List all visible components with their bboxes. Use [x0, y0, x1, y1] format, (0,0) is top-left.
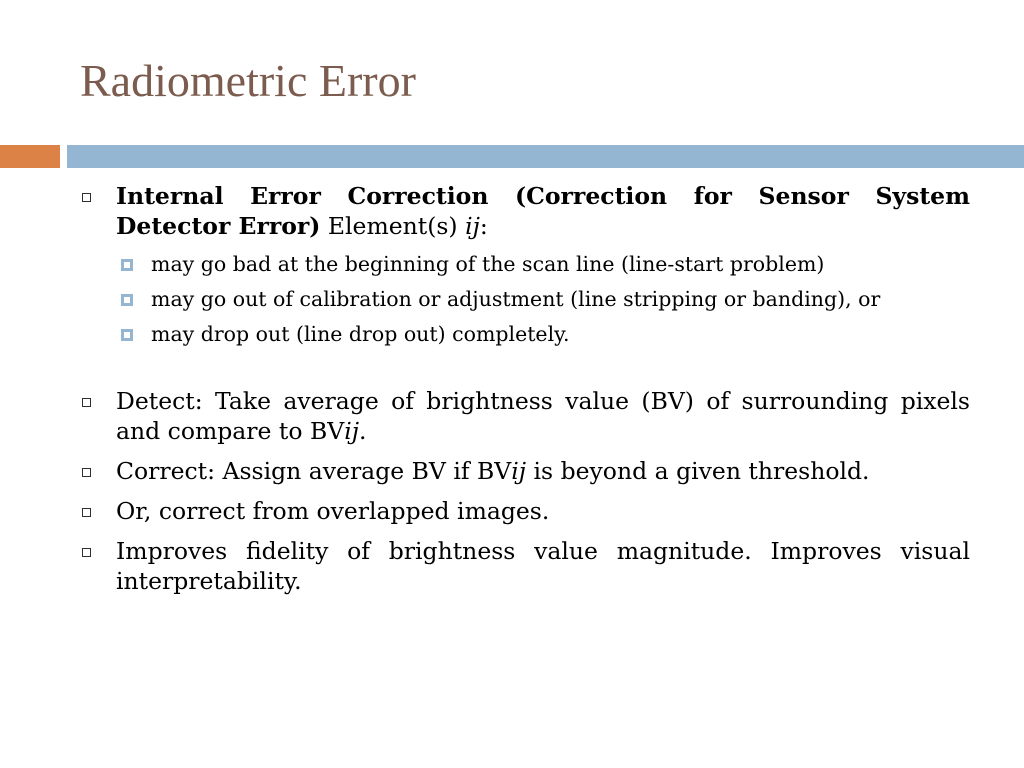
hollow-square-bullet-icon — [121, 259, 133, 271]
bullet-text-end: . — [359, 417, 367, 445]
sub-bullet-list — [113, 251, 970, 347]
bullet-internal-error-correction — [78, 181, 970, 241]
bullet-overlapped-images — [78, 496, 970, 526]
hollow-square-bullet-icon — [121, 329, 133, 341]
hollow-square-bullet-icon — [121, 294, 133, 306]
square-bullet-icon — [82, 508, 91, 517]
square-bullet-icon — [82, 548, 91, 557]
bullet-correct — [78, 456, 970, 486]
bullet-text: Improves fidelity of brightness value magnitude. Improves visual interpretability. — [116, 537, 970, 595]
sub-bullet-text: may go bad at the beginning of the scan line (line-start problem) — [151, 252, 825, 276]
title-divider-band — [67, 145, 1024, 168]
spacer — [78, 356, 970, 386]
bullet-detect — [78, 386, 970, 446]
bullet-text-end: : — [479, 212, 488, 240]
sub-bullet-text: may drop out (line drop out) completely. — [151, 322, 570, 346]
accent-band — [0, 145, 60, 168]
bullet-text: Correct: Assign average BV if BV — [116, 457, 512, 485]
sub-bullet-line-start — [113, 251, 970, 277]
content-area — [78, 181, 970, 606]
bullet-text: Or, correct from overlapped images. — [116, 497, 550, 525]
bullet-italic-text: ij — [344, 417, 360, 445]
square-bullet-icon — [82, 398, 91, 407]
bullet-italic-text: ij — [465, 212, 480, 240]
square-bullet-icon — [82, 193, 91, 202]
sub-bullet-text: may go out of calibration or adjustment (line stripping or banding), or — [151, 287, 881, 311]
slide-title: Radiometric Error — [80, 55, 416, 106]
square-bullet-icon — [82, 468, 91, 477]
bullet-improves-fidelity — [78, 536, 970, 596]
sub-bullet-calibration — [113, 286, 970, 312]
sub-bullet-drop-out — [113, 321, 970, 347]
bullet-italic-text: ij — [511, 457, 527, 485]
bullet-text: Element(s) — [320, 212, 466, 240]
bullet-bold-text: Internal Error Correction (Correction for Sensor System Detector Error) — [116, 182, 970, 240]
bullet-text-end: is beyond a given threshold. — [526, 457, 870, 485]
bullet-text: Detect: Take average of brightness value (BV) of surrounding pixels and compare to BV — [116, 387, 970, 445]
